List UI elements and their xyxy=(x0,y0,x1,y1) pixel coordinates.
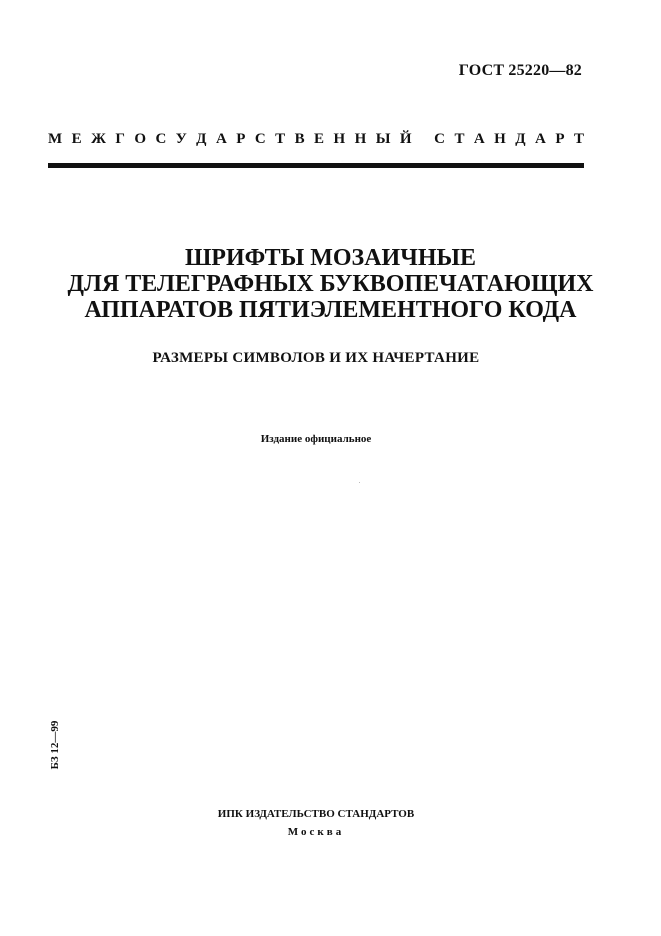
standard-type-letter: С xyxy=(434,131,445,147)
gost-number: ГОСТ 25220—82 xyxy=(458,62,582,79)
standard-type-letter: В xyxy=(294,131,305,147)
standard-type-letter: Ы xyxy=(375,131,391,147)
standard-type-letter: Р xyxy=(555,131,565,147)
standard-type-heading xyxy=(48,131,584,148)
header-divider xyxy=(48,163,584,168)
standard-type-letter: У xyxy=(175,131,187,147)
standard-type-letter: С xyxy=(155,131,167,147)
standard-type-letter: Р xyxy=(236,131,246,147)
standard-type-letter: Т xyxy=(275,131,286,147)
publisher-city: Москва xyxy=(287,826,345,838)
standard-type-letter: Н xyxy=(333,131,346,147)
standard-type-letter: Н xyxy=(354,131,367,147)
document-title xyxy=(0,245,661,323)
standard-type-letter: О xyxy=(134,131,146,147)
standard-type-letter: Ж xyxy=(91,131,106,147)
publisher: ИПК ИЗДАТЕЛЬСТВО СТАНДАРТОВ xyxy=(217,808,415,820)
standard-type-letter: Т xyxy=(454,131,465,147)
edition-note: Издание официальное xyxy=(260,433,372,445)
standard-type-letter: Т xyxy=(573,131,584,147)
standard-type-letter: А xyxy=(473,131,485,147)
standard-type-letter: Г xyxy=(115,131,125,147)
standard-type-letter: С xyxy=(254,131,266,147)
standard-type-letter: А xyxy=(535,131,546,147)
standard-type-letter: Е xyxy=(71,131,82,147)
word-gap xyxy=(421,131,425,148)
standard-type-letter: М xyxy=(48,131,63,147)
standard-type-letter: А xyxy=(215,131,227,147)
title-line-2: ДЛЯ ТЕЛЕГРАФНЫХ БУКВОПЕЧАТАЮЩИХ xyxy=(67,271,594,297)
title-line-3: АППАРАТОВ ПЯТИЭЛЕМЕНТНОГО КОДА xyxy=(84,297,577,323)
title-line-1: ШРИФТЫ МОЗАИЧНЫЕ xyxy=(184,245,477,271)
scan-speck xyxy=(359,482,360,483)
side-code: БЗ 12—99 xyxy=(49,720,61,770)
document-subtitle: РАЗМЕРЫ СИМВОЛОВ И ИХ НАЧЕРТАНИЕ xyxy=(152,350,480,366)
standard-type-letter: Й xyxy=(399,131,412,147)
standard-type-letter: Д xyxy=(196,131,207,147)
standard-type-letter: Н xyxy=(494,131,506,147)
standard-type-letter: Е xyxy=(314,131,325,147)
standard-type-letter: Д xyxy=(515,131,526,147)
